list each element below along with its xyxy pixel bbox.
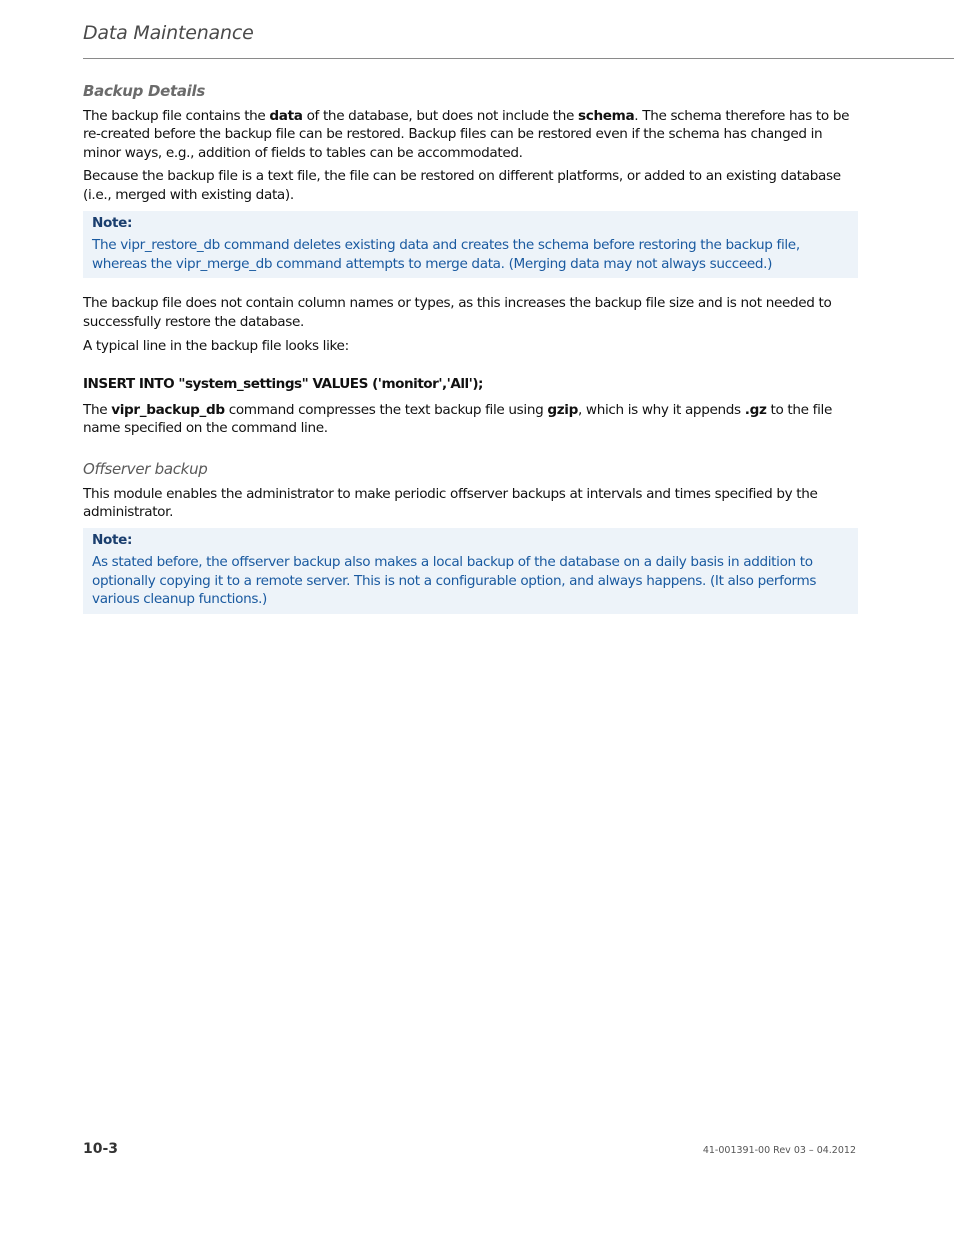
note-text: The vipr_restore_db command deletes existing data and creates the schema before restoring the backup file, whereas the vipr_merge_db command attempts to merge data. (Merging data may not always succeed.) <box>92 237 800 272</box>
text-run: . The schema therefore has to be re-created before the backup file can be restored. Backup files can be restored even if the schema has changed in minor ways, e.g., addition of fields to tables can be accommodated. <box>83 107 850 161</box>
paragraph-offserver-module: This module enables the administrator to make periodic offserver backups at intervals and times specified by the administrator. <box>83 485 818 521</box>
code-sample: INSERT INTO "system_settings" VALUES ('monitor','All'); <box>83 376 483 393</box>
paragraph-text-file: Because the backup file is a text file, the file can be restored on different platforms, or added to an existing database (i.e., merged with existing data). <box>83 168 841 203</box>
page-header-title: Data Maintenance <box>83 22 254 44</box>
main-content <box>83 82 858 630</box>
text-run: , which is why it appends <box>577 401 745 418</box>
header-divider <box>83 58 954 59</box>
section-heading-offserver-backup: Offserver backup <box>83 459 208 478</box>
text-run: of the database, but does not include the <box>302 107 578 124</box>
paragraph-typical-line: A typical line in the backup file looks like: <box>83 337 349 354</box>
note-box-restore <box>83 211 858 279</box>
note-box-offserver <box>83 528 858 614</box>
note-text: As stated before, the offserver backup also makes a local backup of the database on a daily basis in addition to optionally copying it to a remote server. This is not a configurable option, and always happens. (It also performs various cleanup functions.) <box>92 554 817 608</box>
bold-term-gzip: gzip <box>547 401 578 418</box>
document-id: 41-001391-00 Rev 03 – 04.2012 <box>702 1145 856 1156</box>
text-run: command compresses the text backup file using <box>224 401 548 418</box>
bold-term-gz: .gz <box>744 401 767 418</box>
page-number: 10-3 <box>83 1141 119 1157</box>
note-label: Note: <box>92 531 133 548</box>
bold-term-schema: schema <box>578 107 635 124</box>
text-run: The backup file contains the <box>83 107 270 124</box>
paragraph-column-names: The backup file does not contain column names or types, as this increases the backup file size and is not needed to successfully restore the database. <box>83 295 832 330</box>
paragraph-backup-contents <box>83 107 858 163</box>
section-heading-backup-details: Backup Details <box>83 82 205 100</box>
bold-term-vipr-backup-db: vipr_backup_db <box>111 401 225 418</box>
paragraph-gzip <box>83 401 858 438</box>
text-run: The <box>83 401 112 418</box>
note-label: Note: <box>92 214 133 231</box>
bold-term-data: data <box>269 107 303 124</box>
text-run: to the file name specified on the command line. <box>83 401 832 437</box>
